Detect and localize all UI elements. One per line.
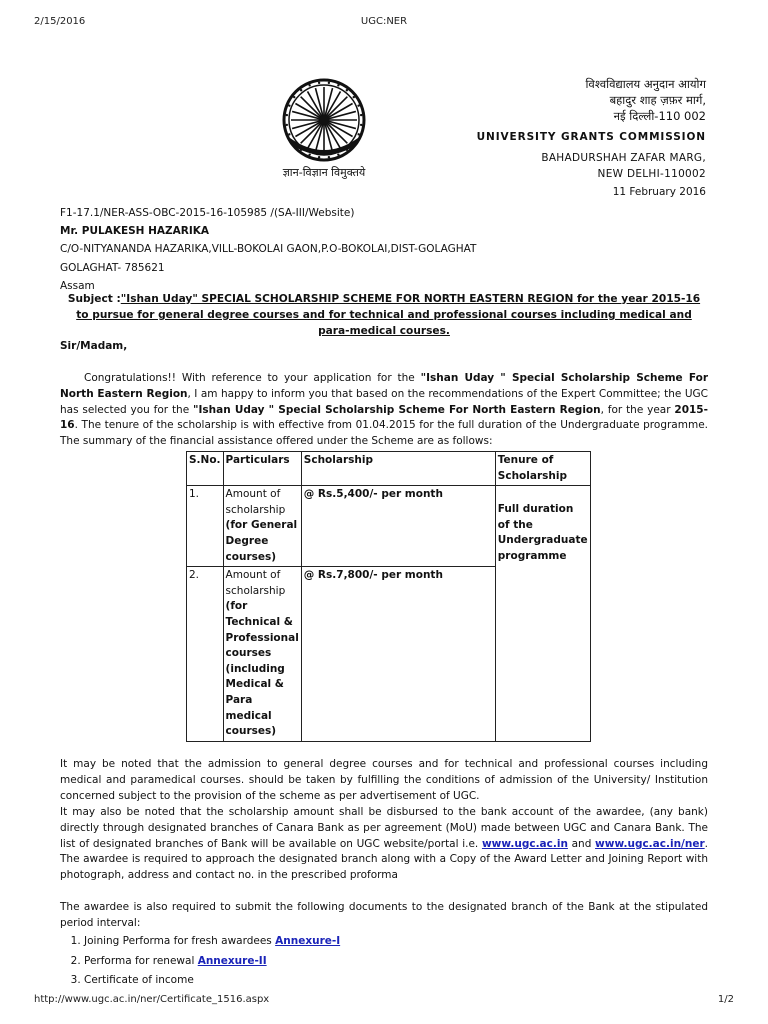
subject-label: Subject : bbox=[67, 293, 121, 305]
print-url: http://www.ugc.ac.in/ner/Certificate_1516.aspx bbox=[34, 994, 270, 1005]
ugc-ner-link[interactable]: www.ugc.ac.in/ner bbox=[595, 837, 705, 850]
document-text: Joining Performa for fresh awardees bbox=[84, 935, 276, 947]
header-sno: S.No. bbox=[187, 452, 224, 486]
letterhead-hindi bbox=[585, 76, 706, 124]
text-run: , I am happy to inform you that based on the recommendations of the Expert Committee; the UGC has selected you for the bbox=[60, 387, 708, 416]
organization-address bbox=[541, 150, 706, 182]
annexure-2-link[interactable]: Annexure-II bbox=[197, 954, 267, 967]
scheme-name: "Ishan Uday " Special Scholarship Scheme For North Eastern Region bbox=[193, 403, 601, 416]
list-item bbox=[84, 971, 340, 991]
text-run: and bbox=[567, 837, 596, 850]
cell-scholarship: @ Rs.7,800/- per month bbox=[301, 567, 495, 742]
print-title: UGC:NER bbox=[360, 16, 408, 27]
paragraph-admission-note: It may be noted that the admission to general degree courses and for technical and professional courses including medical and paramedical courses. should be taken by fulfilling the conditions of admission of the University/ Institution concerned subject to the provision of the scheme as per advertisement of UGC. bbox=[60, 758, 708, 802]
letter-subject bbox=[60, 291, 708, 339]
document-text: Performa for renewal bbox=[84, 954, 198, 967]
cell-particulars bbox=[223, 486, 301, 567]
recipient-state: Assam bbox=[60, 279, 95, 292]
address-line: NEW DELHI-110002 bbox=[597, 168, 706, 180]
ugc-website-link[interactable]: www.ugc.ac.in bbox=[481, 837, 568, 850]
subject-text: "Ishan Uday" SPECIAL SCHOLARSHIP SCHEME FOR NORTH EASTERN REGION for the year 2015-16 to pursue for general degree courses and for technical and professional courses including medical and para-medical courses. bbox=[76, 293, 701, 337]
hindi-line: बहादुर शाह ज़फ़र मार्ग, bbox=[609, 93, 706, 107]
cell-tenure: Full duration of the Undergraduate programme bbox=[495, 486, 590, 742]
table-header-row bbox=[187, 452, 591, 486]
text-run: Congratulations!! With reference to your application for the bbox=[84, 372, 421, 384]
recipient-block bbox=[60, 204, 476, 295]
reference-number: F1-17.1/NER-ASS-OBC-2015-16-105985 /(SA-III/Website) bbox=[60, 207, 355, 219]
header-scholarship: Scholarship bbox=[301, 452, 495, 486]
cell-sno: 1. bbox=[187, 486, 224, 567]
particulars-course: (for General Degree courses) bbox=[225, 519, 298, 563]
paragraph-congratulations bbox=[60, 371, 708, 450]
emblem-motto: ज्ञान-विज्ञान विमुक्तये bbox=[282, 166, 366, 179]
cell-sno: 2. bbox=[187, 567, 224, 742]
documents-list bbox=[60, 932, 340, 991]
cell-scholarship: @ Rs.5,400/- per month bbox=[301, 486, 495, 567]
organization-name: UNIVERSITY GRANTS COMMISSION bbox=[476, 131, 706, 143]
address-line: BAHADURSHAH ZAFAR MARG, bbox=[541, 152, 706, 164]
salutation: Sir/Madam, bbox=[60, 340, 128, 352]
list-item bbox=[84, 932, 340, 952]
financial-assistance-table bbox=[186, 451, 591, 742]
text-run: . The tenure of the scholarship is with effective from 01.04.2015 for the full duration of the Undergraduate programme. The summary of the financial assistance offered under the Scheme are as follows: bbox=[60, 419, 708, 448]
recipient-address-line: C/O-NITYANANDA HAZARIKA,VILL-BOKOLAI GAON,P.O-BOKOLAI,DIST-GOLAGHAT bbox=[60, 243, 477, 256]
ashoka-chakra-icon bbox=[282, 78, 366, 162]
header-particulars: Particulars bbox=[223, 452, 301, 486]
annexure-1-link[interactable]: Annexure-I bbox=[275, 935, 341, 947]
particulars-course: (for Technical & Professional courses (including Medical & Para medical courses) bbox=[225, 600, 299, 738]
particulars-text: Amount of scholarship bbox=[225, 488, 286, 516]
scheme-name: "Ishan Uday " Special Scholarship Scheme For North Eastern Region bbox=[60, 372, 708, 400]
hindi-line: नई दिल्ली-110 002 bbox=[613, 109, 706, 123]
text-run: . The awardee is required to approach the designated branch along with a Copy of the Award Letter and Joining Report with photograph, address and contact no. in the prescribed proforma bbox=[60, 837, 708, 882]
document-text: Certificate of income bbox=[84, 974, 194, 986]
recipient-name: Mr. PULAKESH HAZARIKA bbox=[60, 225, 210, 238]
table-row bbox=[187, 486, 591, 567]
print-date: 2/15/2016 bbox=[34, 16, 86, 27]
text-run: It may also be noted that the scholarship amount shall be disbursed to the bank account of the awardee, (any bank) directly through designated branches of Canara Bank as per agreement (MoU) made between UGC and Canara Bank. The list of designated branches of Bank will be available on UGC website/portal i.e. bbox=[60, 806, 708, 850]
list-item bbox=[84, 952, 340, 972]
scheme-year: 2015-16 bbox=[60, 403, 708, 432]
recipient-address-line: GOLAGHAT- 785621 bbox=[60, 261, 165, 274]
header-tenure: Tenure of Scholarship bbox=[495, 452, 590, 486]
cell-particulars bbox=[223, 567, 301, 742]
particulars-text: Amount of scholarship bbox=[225, 569, 286, 597]
letter-date: 11 February 2016 bbox=[612, 186, 706, 198]
print-page-number: 1/2 bbox=[717, 994, 734, 1005]
paragraph-documents: The awardee is also required to submit the following documents to the designated branch of the Bank at the stipulated period interval: bbox=[60, 901, 708, 929]
hindi-line: विश्वविद्यालय अनुदान आयोग bbox=[585, 77, 706, 91]
text-run: , for the year bbox=[600, 403, 675, 416]
paragraph-disbursement bbox=[60, 805, 708, 884]
